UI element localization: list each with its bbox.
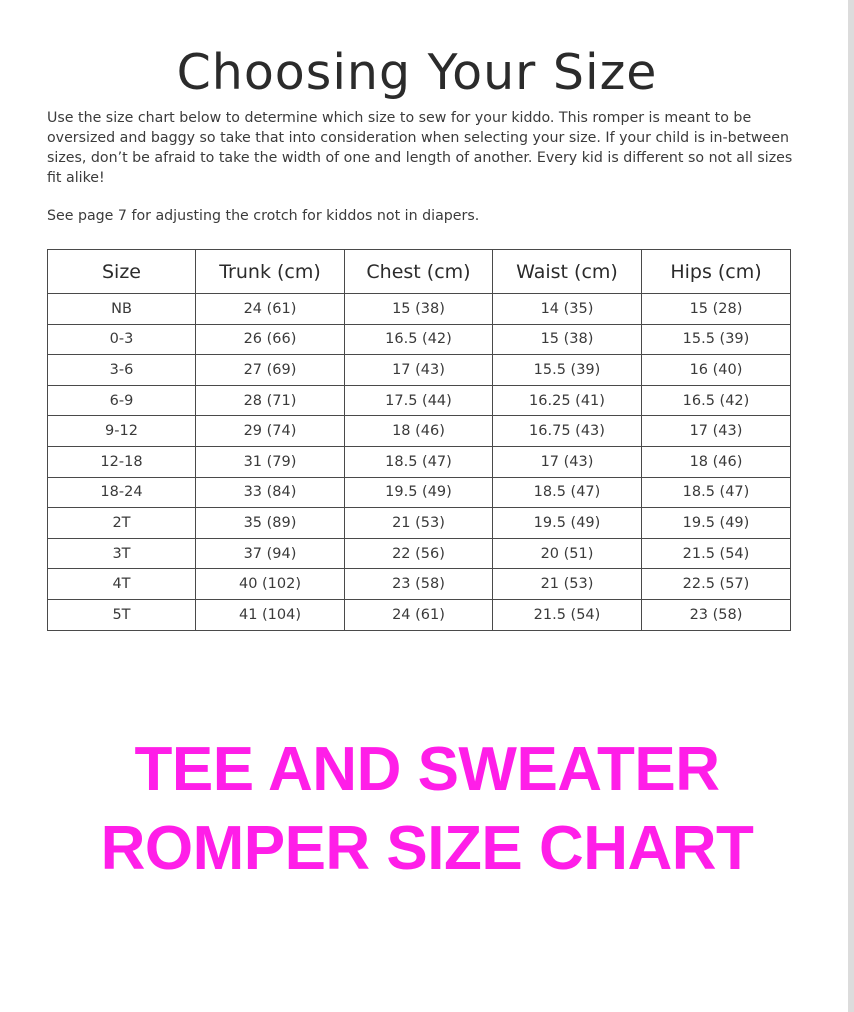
cell-chest: 17.5 (44) — [345, 385, 493, 416]
cell-trunk: 27 (69) — [196, 355, 345, 386]
crotch-note: See page 7 for adjusting the crotch for kiddos not in diapers. — [47, 208, 480, 224]
cell-waist: 20 (51) — [493, 538, 642, 569]
cell-waist: 15.5 (39) — [493, 355, 642, 386]
cell-waist: 17 (43) — [493, 446, 642, 477]
cell-waist: 16.75 (43) — [493, 416, 642, 447]
cell-chest: 17 (43) — [345, 355, 493, 386]
cell-size: 9-12 — [48, 416, 196, 447]
cell-size: 12-18 — [48, 446, 196, 477]
cell-chest: 19.5 (49) — [345, 477, 493, 508]
overlay-heading-line-2: ROMPER SIZE CHART — [100, 814, 754, 883]
table-row — [48, 385, 791, 416]
cell-waist: 21.5 (54) — [493, 599, 642, 630]
table-header-row — [48, 250, 791, 294]
cell-trunk: 29 (74) — [196, 416, 345, 447]
table-row — [48, 599, 791, 630]
cell-trunk: 37 (94) — [196, 538, 345, 569]
cell-trunk: 33 (84) — [196, 477, 345, 508]
cell-trunk: 31 (79) — [196, 446, 345, 477]
cell-waist: 16.25 (41) — [493, 385, 642, 416]
cell-hips: 22.5 (57) — [642, 569, 791, 600]
intro-paragraph: Use the size chart below to determine which size to sew for your kiddo. This romper is meant to be oversized and baggy so take that into consideration when selecting your size. If your child is in-between sizes, don’t be afraid to take the width of one and length of another. Every kid is different so not all sizes fit alike! — [47, 110, 793, 186]
cell-hips: 17 (43) — [642, 416, 791, 447]
cell-size: 6-9 — [48, 385, 196, 416]
cell-size: NB — [48, 294, 196, 325]
cell-trunk: 28 (71) — [196, 385, 345, 416]
cell-hips: 18.5 (47) — [642, 477, 791, 508]
cell-trunk: 41 (104) — [196, 599, 345, 630]
table-row — [48, 538, 791, 569]
cell-trunk: 40 (102) — [196, 569, 345, 600]
table-row — [48, 324, 791, 355]
header-trunk: Trunk (cm) — [196, 250, 345, 294]
table-row — [48, 416, 791, 447]
cell-size: 4T — [48, 569, 196, 600]
cell-chest: 18.5 (47) — [345, 446, 493, 477]
cell-size: 3-6 — [48, 355, 196, 386]
table-row — [48, 355, 791, 386]
cell-hips: 15.5 (39) — [642, 324, 791, 355]
cell-hips: 15 (28) — [642, 294, 791, 325]
cell-size: 2T — [48, 508, 196, 539]
cell-chest: 23 (58) — [345, 569, 493, 600]
cell-hips: 16.5 (42) — [642, 385, 791, 416]
cell-size: 5T — [48, 599, 196, 630]
cell-waist: 21 (53) — [493, 569, 642, 600]
cell-waist: 14 (35) — [493, 294, 642, 325]
cell-hips: 16 (40) — [642, 355, 791, 386]
header-chest: Chest (cm) — [345, 250, 493, 294]
cell-waist: 19.5 (49) — [493, 508, 642, 539]
cell-size: 18-24 — [48, 477, 196, 508]
cell-trunk: 24 (61) — [196, 294, 345, 325]
cell-chest: 15 (38) — [345, 294, 493, 325]
cell-waist: 18.5 (47) — [493, 477, 642, 508]
cell-hips: 21.5 (54) — [642, 538, 791, 569]
table-row — [48, 569, 791, 600]
header-waist: Waist (cm) — [493, 250, 642, 294]
cell-trunk: 35 (89) — [196, 508, 345, 539]
overlay-heading-line-1: TEE AND SWEATER — [134, 735, 720, 804]
cell-size: 3T — [48, 538, 196, 569]
table-row — [48, 508, 791, 539]
cell-chest: 22 (56) — [345, 538, 493, 569]
page-title: Choosing Your Size — [176, 44, 658, 101]
cell-chest: 18 (46) — [345, 416, 493, 447]
header-hips: Hips (cm) — [642, 250, 791, 294]
table-row — [48, 446, 791, 477]
size-chart-table — [47, 249, 791, 631]
table-row — [48, 294, 791, 325]
cell-hips: 19.5 (49) — [642, 508, 791, 539]
cell-trunk: 26 (66) — [196, 324, 345, 355]
table-row — [48, 477, 791, 508]
cell-hips: 18 (46) — [642, 446, 791, 477]
cell-hips: 23 (58) — [642, 599, 791, 630]
cell-size: 0-3 — [48, 324, 196, 355]
cell-waist: 15 (38) — [493, 324, 642, 355]
cell-chest: 24 (61) — [345, 599, 493, 630]
cell-chest: 21 (53) — [345, 508, 493, 539]
header-size: Size — [48, 250, 196, 294]
cell-chest: 16.5 (42) — [345, 324, 493, 355]
